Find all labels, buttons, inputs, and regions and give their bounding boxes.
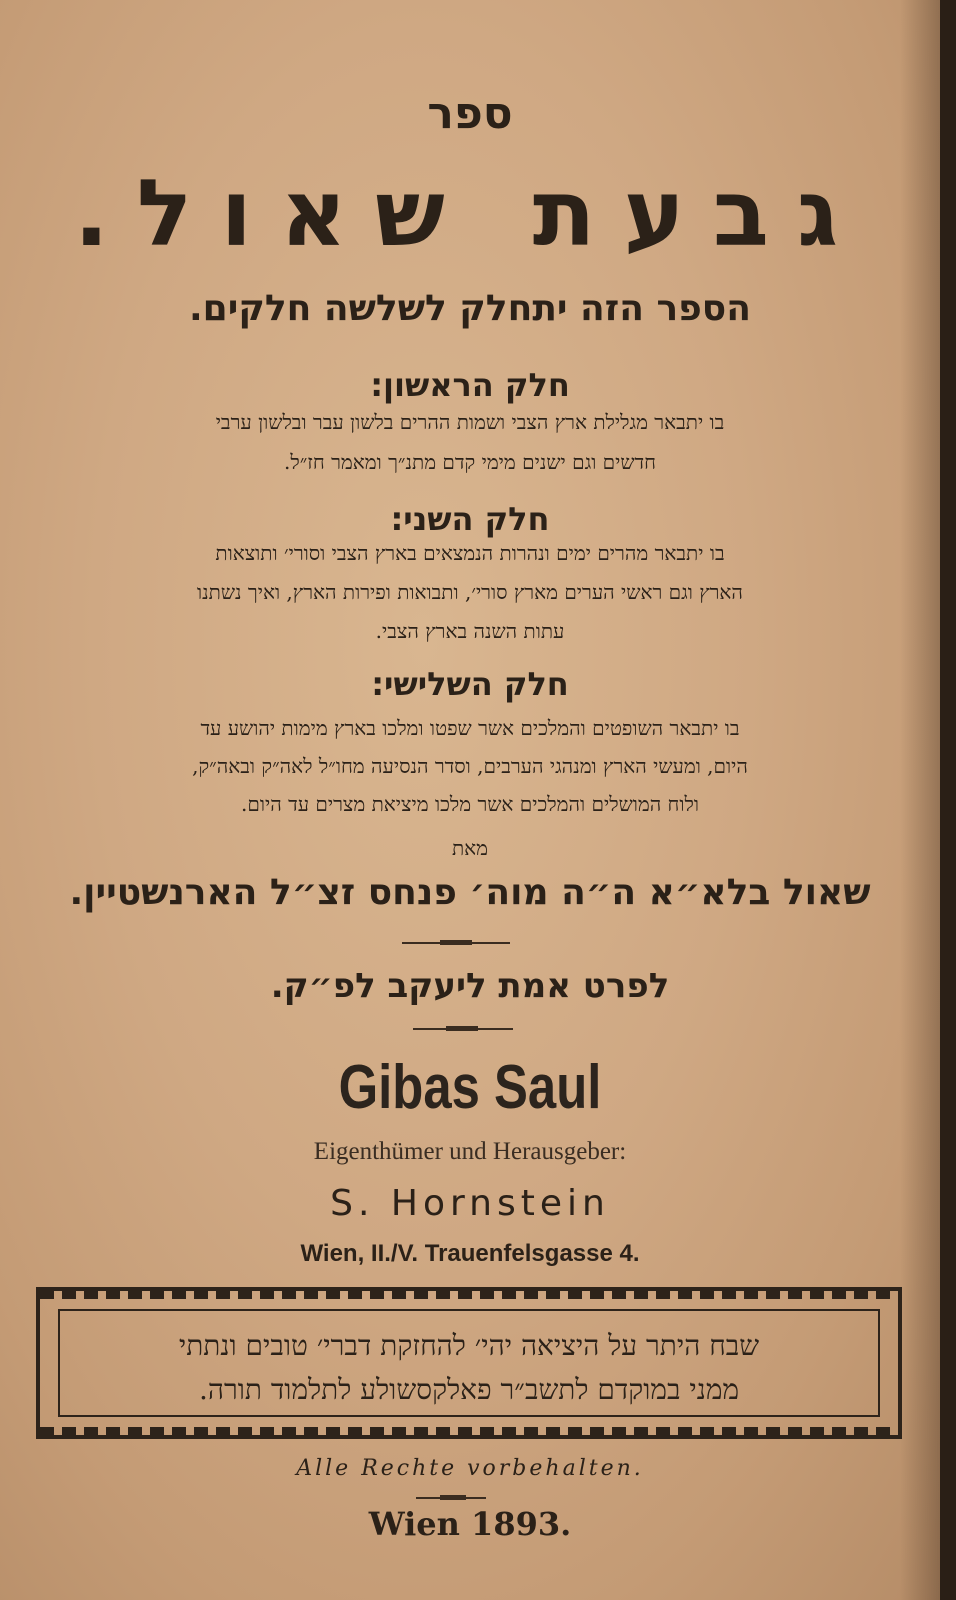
divider-ornament	[440, 940, 472, 945]
address: Wien, II./V. Trauenfelsgasse 4.	[300, 1240, 640, 1267]
owner-name: S. Hornstein	[330, 1183, 610, 1224]
box-text-line: ממני במוקדם לתשב״ר פאלקסשולע לתלמוד תורה.	[198, 1373, 740, 1406]
section-3-heading: חלק השלישי:	[371, 665, 569, 703]
from-word: מאת	[451, 836, 489, 860]
book-title-hebrew: גבעת שאול.	[73, 160, 867, 267]
sefer-heading: ספר	[427, 88, 513, 139]
author-line: שאול בלא״א ה״ה מוה׳ פנחס זצ״ל הארנשטיין.	[69, 872, 871, 913]
latin-title: Gibas Saul	[338, 1053, 602, 1122]
section-2-line: בו יתבאר מהרים ימים ונהרות הנמצאים בארץ הצבי וסורי׳ ותוצאות	[215, 541, 725, 565]
section-3-line: בו יתבאר השופטים והמלכים אשר שפטו ומלכו בארץ מימות יהושע עד	[200, 716, 740, 740]
rights-notice: Alle Rechte vorbehalten.	[296, 1456, 644, 1481]
owner-label: Eigenthümer und Herausgeber:	[313, 1138, 627, 1165]
section-1-heading: חלק הראשון:	[370, 366, 570, 404]
box-text-line: שבח היתר על היציאה יהי׳ להחזקת דברי׳ טובים ונתתי	[178, 1329, 760, 1362]
section-3-line: ולוח המושלים והמלכים אשר מלכו מיציאת מצרים עד היום.	[241, 792, 699, 816]
section-2-line: הארץ וגם ראשי הערים מארץ סורי׳, ותבואות ופירות הארץ, ואיך נשתנו	[197, 580, 743, 604]
ornamental-box-inner-border	[58, 1309, 880, 1417]
imprint: Wien 1893.	[368, 1505, 572, 1543]
section-2-line: עתות השנה בארץ הצבי.	[375, 619, 565, 643]
ornamental-box	[36, 1287, 902, 1439]
section-2-heading: חלק השני:	[390, 500, 550, 538]
section-1-line: בו יתבאר מגלילת ארץ הצבי ושמות ההרים בלשון עבר ובלשון ערבי	[215, 410, 725, 434]
section-3-line: היום, ומעשי הארץ ומנהגי הערבים, וסדר הנסיעה מחו״ל לאה״ק ובאה״ק,	[192, 754, 748, 778]
subtitle: הספר הזה יתחלק לשלשה חלקים.	[188, 288, 752, 329]
divider-ornament	[440, 1495, 466, 1500]
divider-ornament	[446, 1026, 478, 1031]
section-1-line: חדשים וגם ישנים מימי קדם מתנ״ך ומאמר חז״ל.	[283, 450, 657, 474]
year-line: לפרט אמת ליעקב לפ״ק.	[270, 966, 670, 1006]
